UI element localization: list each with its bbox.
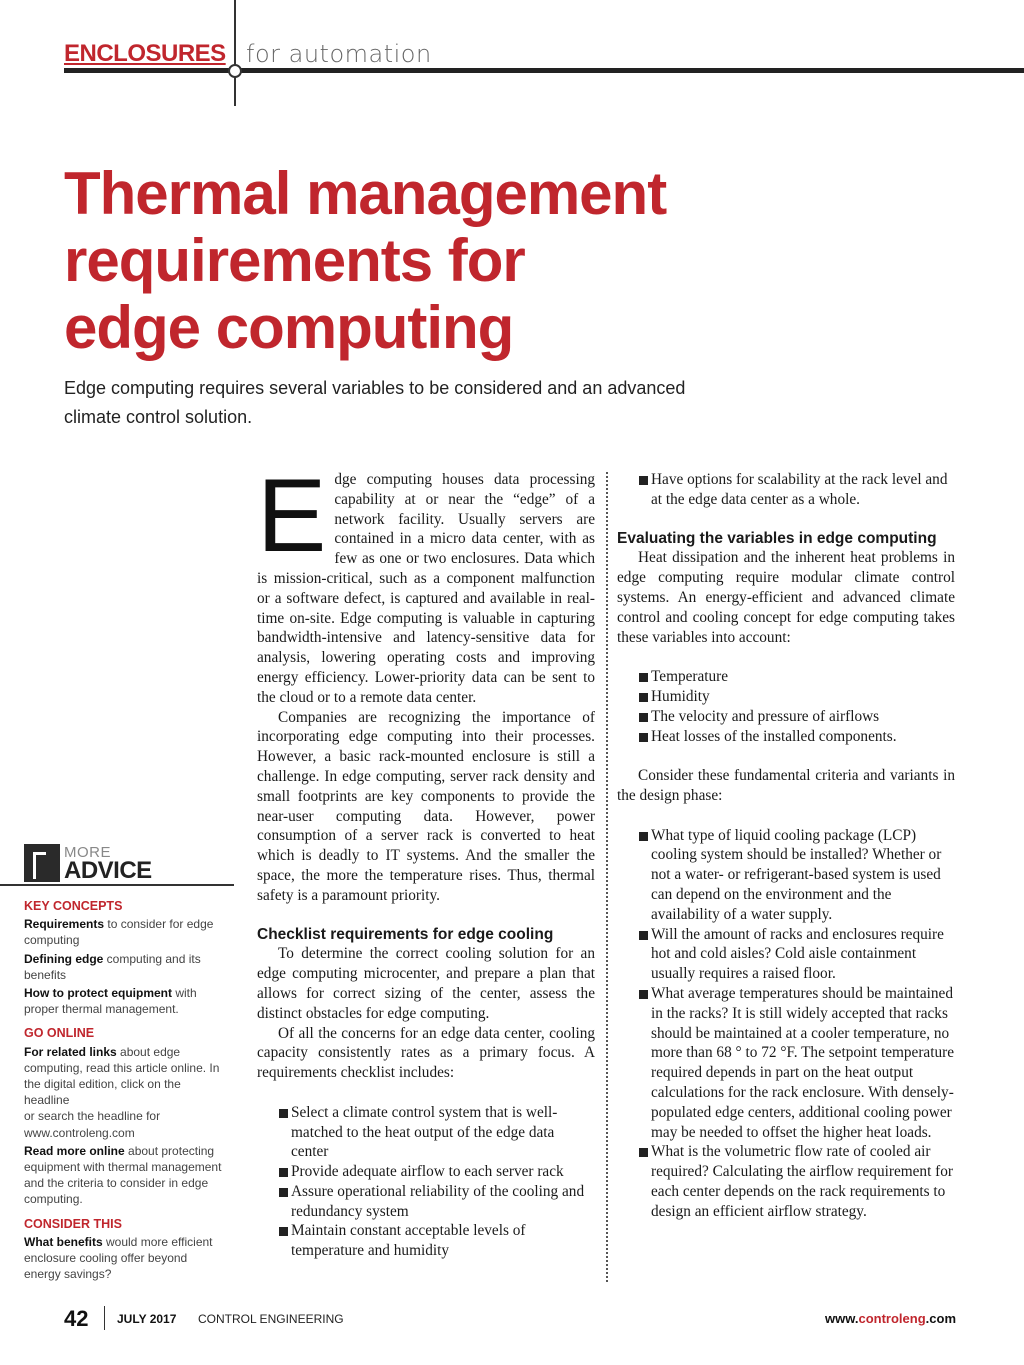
subhead-checklist: Checklist requirements for edge cooling: [257, 925, 554, 943]
list-item: Maintain constant acceptable levels of temperature and humidity: [257, 1221, 595, 1261]
list-item: Assure operational reliability of the cooling and redundancy system: [257, 1182, 595, 1222]
more-advice-logo: [24, 844, 232, 884]
key-concepts-heading: KEY CONCEPTS: [24, 899, 123, 913]
header-vertical-rule: [234, 0, 236, 106]
section-subtitle: for automation: [246, 40, 432, 68]
advice-label: ADVICE: [64, 857, 152, 884]
go-online-item[interactable]: For related links about edge computing, read this article online. In the digital edition, click on the headline or search the headline for www.controleng.com: [24, 1044, 220, 1140]
list-item: What average temperatures should be maintained in the racks? It is still widely accepted that racks should be maintained at a cooler temperature, no more than 68 ° to 72 °F. The setpoint temperature required depends in part on the heat output calculations for the rack enclosure. With densely-populated edge centers, additional cooling power may be needed to offset the higher heat loads.: [617, 984, 955, 1142]
section-title: ENCLOSURES: [64, 40, 226, 67]
column-2: [617, 470, 955, 1221]
advice-icon: [24, 844, 60, 882]
issue-date: JULY 2017: [117, 1312, 177, 1326]
list-item: What is the volumetric flow rate of cooled air required? Calculating the airflow requirement for each center depends on the rack requirements to design an efficient airflow strategy.: [617, 1142, 955, 1221]
list-item: Heat losses of the installed components.: [617, 727, 955, 747]
paragraph: Heat dissipation and the inherent heat problems in edge computing require modular climate control systems. An energy-efficient and advanced climate control and cooling concept for edge computing takes these variables into account:: [617, 549, 955, 646]
key-concept-item: How to protect equipment with proper thermal management.: [24, 986, 197, 1017]
sidebar-rule: [0, 884, 234, 886]
title-line-3: edge computing: [64, 294, 514, 361]
list-item: Have options for scalability at the rack level and at the edge data center as a whole.: [617, 470, 955, 510]
title-line-2: requirements for: [64, 227, 525, 294]
subhead-evaluating: Evaluating the variables in edge computing: [617, 529, 937, 547]
go-online-item[interactable]: Read more online about protecting equipment with thermal management and the criteria to consider in edge computing.: [24, 1143, 222, 1207]
key-concept-item: Requirements to consider for edge computing: [24, 917, 214, 948]
intro-paragraph: [257, 458, 595, 708]
page-number: 42: [64, 1306, 89, 1331]
list-item: Provide adequate airflow to each server rack: [257, 1162, 595, 1182]
header-rule: [64, 68, 1024, 73]
list-item: Temperature: [617, 667, 955, 687]
paragraph: To determine the correct cooling solution for an edge computing microcenter, and prepare a plan that allows for correct sizing of the center, assess the distinct obstacles for edge computing.: [257, 945, 595, 1022]
list-item: Humidity: [617, 687, 955, 707]
list-item: What type of liquid cooling package (LCP) cooling system should be installed? Whether or not a water- or refrigerant-based system is used can depend on the environment and the availability of a water supply.: [617, 826, 955, 925]
consider-this-heading: CONSIDER THIS: [24, 1216, 122, 1231]
checklist-bullets-continued: [617, 470, 955, 510]
title-line-1: Thermal management: [64, 160, 667, 227]
list-item: The velocity and pressure of airflows: [617, 707, 955, 727]
column-1: [257, 458, 595, 1261]
column-divider: [606, 472, 608, 1282]
article-title: [64, 160, 964, 361]
list-item: Will the amount of racks and enclosures require hot and cold aisles? Cold aisle containment usually requires a raised floor.: [617, 925, 955, 984]
criteria-list: [617, 826, 955, 1222]
website-link[interactable]: www.controleng.com: [825, 1311, 956, 1326]
paragraph: Of all the concerns for an edge data center, cooling capacity consistently rates as a primary focus. A requirements checklist includes:: [257, 1024, 595, 1082]
article-deck: Edge computing requires several variables to be considered and an advanced climate control solution.: [64, 378, 686, 427]
more-label: MORE: [64, 844, 111, 861]
variables-list: [617, 667, 955, 746]
paragraph: Consider these fundamental criteria and variants in the design phase:: [617, 767, 955, 804]
checklist-bullets: [257, 1103, 595, 1261]
footer-divider: [104, 1306, 105, 1330]
key-concept-item: Defining edge computing and its benefits: [24, 951, 201, 982]
consider-this-item: What benefits would more efficient enclosure cooling offer beyond energy savings?: [24, 1234, 213, 1282]
sidebar: [24, 898, 226, 1282]
list-item: Select a climate control system that is well-matched to the heat output of the edge data center: [257, 1103, 595, 1162]
paragraph: Companies are recognizing the importance of incorporating edge computing into their processes. However, a basic rack-mounted enclosure is still a challenge. In edge computing, server rack density and small footprints are key components to provide the near-user computing data. However, power consumption of a server rack is converted to heat which is deadly to IT systems. And the smaller the space, the more the temperature rises. Thus, thermal safety is a paramount priority.: [257, 708, 595, 904]
go-online-heading: GO ONLINE: [24, 1026, 95, 1041]
drop-cap: E: [257, 458, 327, 574]
intro-text: dge computing houses data processing capability at or near the “edge” of a network facility. Usually servers are contained in a micro data center, with as few as one or two enclosures. Data which is mission-critical, such as a component malfunction or a software defect, is captured and available in real-time on-site. Edge computing is valuable in capturing bandwidth-intensive and latency-sensitive data for analysis, lowering operating costs and improving energy efficiency. Lower-priority data can be sent to the cloud or to a remote data center.: [257, 471, 595, 706]
magazine-name: CONTROL ENGINEERING: [198, 1312, 344, 1326]
header-circle-ornament: [228, 64, 242, 78]
